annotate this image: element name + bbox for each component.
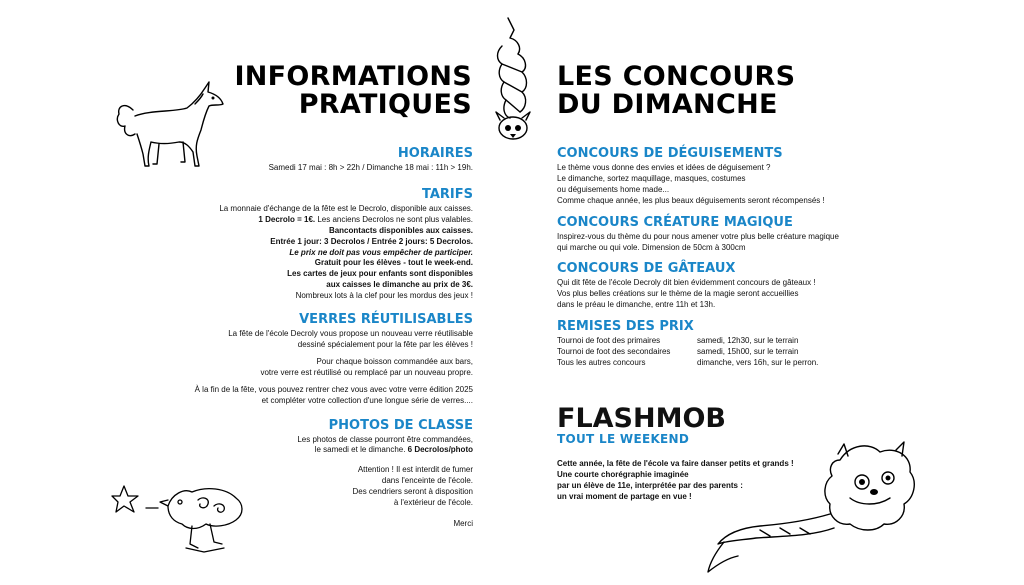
deguisements-section [557,146,887,207]
text-line: À la fin de la fête, vous pouvez rentrer chez vous avec votre verre édition 2025 [194,384,473,394]
text-line: La fête de l'école Decroly vous propose un nouveau verre réutilisable [228,329,473,339]
section-title: PHOTOS DE CLASSE [328,417,473,433]
section-title: TARIFS [421,186,473,202]
creature-section [557,215,887,254]
flashmob-subtitle: TOUT LE WEEKEND [557,432,690,446]
text-line: dans le préau le dimanche, entre 11h et 13h. [557,300,716,310]
text-line: par un élève de 11e, interprétée par des parents : [557,480,743,490]
text-line: qui marche ou qui vole. Dimension de 50cm à 300cm [557,242,746,252]
text-line: votre verre est réutilisé ou remplacé par un nouveau propre. [260,367,473,377]
prix-section [557,319,887,369]
text-line: Nombreux lots à la clef pour les mordus des jeux ! [295,291,473,301]
section-title: CONCOURS DE GÂTEAUX [557,261,736,277]
text-line: dessiné spécialement pour la fête par les élèves ! [297,339,473,349]
text-line: Le thème vous donne des envies et idées de déguisement ? [557,163,771,172]
prix-time: samedi, 15h00, sur le terrain [697,347,799,357]
text-line [143,445,473,456]
text-line: Comme chaque année, les plus beaux déguisements seront récompensés ! [557,195,825,205]
text-line: et compléter votre collection d'une longue série de verres.... [261,395,473,405]
text-line: aux caisses le dimanche au prix de 3€. [326,280,473,290]
text-line: Les cartes de jeux pour enfants sont disponibles [287,269,473,279]
text-line [143,215,473,226]
monster-drawing-icon [700,440,930,575]
text-line: Gratuit pour les élèves - tout le week-end. [314,258,473,268]
left-column [143,146,473,456]
text-line: un vrai moment de partage en vue ! [557,491,692,501]
flashmob-title: FLASHMOB [557,403,726,434]
text-line: Entrée 1 jour: 3 Decrolos / Entrée 2 jours: 5 Decrolos. [270,236,473,246]
text-line: ou déguisements home made... [557,184,670,194]
title-line: LES CONCOURS [557,61,796,92]
text-line: Cette année, la fête de l'école va faire danser petits et grands ! [557,459,794,468]
title-line: DU DIMANCHE [557,89,778,120]
text-line: Vos plus belles créations sur le thème de la magie seront accueillies [557,289,799,299]
prix-time: dimanche, vers 16h, sur le perron. [697,357,819,367]
bird-drawing-icon [110,478,265,563]
text-line: Qui dit fête de l'école Decroly dit bien évidemment concours de gâteaux ! [557,278,816,288]
title-line: PRATIQUES [298,89,472,120]
tarifs-section [143,187,473,302]
section-title: CONCOURS DE DÉGUISEMENTS [557,146,783,161]
section-text: Samedi 17 mai : 8h > 22h / Dimanche 18 mai : 11h > 19h. [268,163,473,172]
text-line: Inspirez-vous du thème du pour nous amener votre plus belle créature magique [557,231,839,241]
verres-section [143,312,473,406]
bold-text: 1 Decrolo = 1€. [258,214,316,224]
prix-event: Tournoi de foot des primaires [557,336,661,346]
text-line: Bancontacts disponibles aux caisses. [328,225,473,235]
text-line: à l'extérieur de l'école. [393,497,473,507]
cat-hanging-drawing-icon [488,16,538,148]
title-line: INFORMATIONS [234,61,472,92]
photos-section [143,418,473,457]
section-title: REMISES DES PRIX [557,319,694,335]
text-line: Attention ! Il est interdit de fumer [357,465,473,474]
prix-event: Tournoi de foot des secondaires [557,347,671,357]
text-line: Des cendriers seront à disposition [352,486,473,496]
text-line: dans l'enceinte de l'école. [381,475,473,485]
gateaux-section [557,261,887,311]
thanks-text: Merci [453,518,473,528]
section-title: VERRES RÉUTILISABLES [299,312,473,328]
text-line: Pour chaque boisson commandée aux bars, [316,356,473,366]
bold-text: 6 Decrolos/photo [407,445,473,455]
prix-table [557,336,887,369]
text-line: Les photos de classe pourront être commandées, [297,434,473,444]
plain-text: le samedi et le dimanche. [314,445,408,455]
informations-pratiques-title [234,63,472,119]
section-title: CONCOURS CRÉATURE MAGIQUE [557,214,793,230]
prix-event: Tous les autres concours [557,357,646,367]
text-line: Le dimanche, sortez maquillage, masques, costumes [557,173,746,183]
section-title: HORAIRES [397,146,473,161]
concours-title [557,63,795,119]
unicorn-drawing-icon [105,80,235,180]
right-column [557,146,887,369]
text-line: La monnaie d'échange de la fête est le Decrolo, disponible aux caisses. [219,203,473,213]
text-line: Le prix ne doit pas vous empêcher de participer. [289,247,473,257]
plain-text: Les anciens Decrolos ne sont plus valables. [315,214,473,224]
text-line: Une courte chorégraphie imaginée [557,469,689,479]
prix-time: samedi, 12h30, sur le terrain [697,336,799,346]
